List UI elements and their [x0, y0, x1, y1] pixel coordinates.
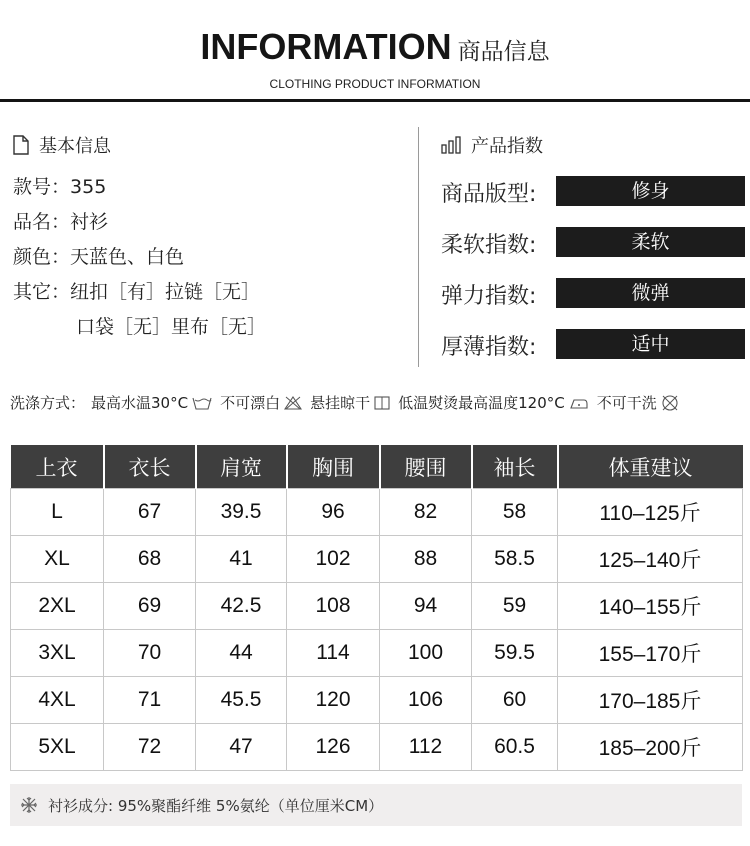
table-cell: 70: [104, 630, 196, 677]
info-row-color: [13, 242, 184, 269]
table-cell: 120: [287, 677, 380, 724]
table-cell: L: [11, 489, 104, 536]
no-dry-clean-icon: [661, 394, 679, 412]
table-cell: 45.5: [196, 677, 287, 724]
table-cell: 42.5: [196, 583, 287, 630]
table-cell: 110–125斤: [558, 489, 743, 536]
info-value: 口袋［无］里布［无］: [76, 316, 267, 338]
bar-chart-icon: [441, 136, 461, 154]
table-cell: 2XL: [11, 583, 104, 630]
table-row: [11, 724, 743, 771]
table-cell: 102: [287, 536, 380, 583]
col-header-shoulder: 肩宽: [196, 445, 287, 489]
table-cell: 140–155斤: [558, 583, 743, 630]
table-row: [11, 630, 743, 677]
table-cell: 3XL: [11, 630, 104, 677]
table-cell: 60.5: [472, 724, 558, 771]
col-header-chest: 胸围: [287, 445, 380, 489]
table-cell: 126: [287, 724, 380, 771]
col-header-top: 上衣: [11, 445, 104, 489]
wash-text: 不可漂白: [220, 394, 281, 412]
table-cell: 114: [287, 630, 380, 677]
table-cell: 106: [380, 677, 472, 724]
basic-info-heading-text: 基本信息: [39, 136, 111, 157]
index-value-thickness: 适中: [556, 329, 745, 359]
product-index-heading: [441, 132, 543, 158]
info-row-other: [13, 277, 260, 304]
table-cell: XL: [11, 536, 104, 583]
info-row-name: [13, 207, 108, 234]
index-label-elasticity: 弹力指数:: [441, 284, 537, 309]
wash-instructions: [10, 392, 687, 413]
vertical-divider: [418, 127, 419, 367]
table-row: [11, 677, 743, 724]
wash-text: 低温熨烫最高温度120°C: [398, 394, 565, 412]
table-cell: 44: [196, 630, 287, 677]
wash-label: 洗涤方式：: [10, 394, 86, 412]
table-cell: 58: [472, 489, 558, 536]
index-label-softness: 柔软指数:: [441, 233, 537, 258]
wash-text: 悬挂晾干: [310, 394, 371, 412]
info-label: 其它：: [13, 281, 71, 303]
info-row-style-no: [13, 172, 106, 199]
info-value: 纽扣［有］拉链［无］: [70, 281, 261, 303]
header-title: [0, 26, 750, 68]
size-table: [10, 445, 743, 771]
info-row-other-2: [76, 312, 266, 339]
basic-info-heading: [13, 132, 111, 158]
document-icon: [13, 135, 29, 155]
table-row: [11, 489, 743, 536]
wash-item: [597, 392, 679, 413]
table-cell: 41: [196, 536, 287, 583]
table-cell: 5XL: [11, 724, 104, 771]
table-cell: 69: [104, 583, 196, 630]
table-cell: 82: [380, 489, 472, 536]
table-cell: 47: [196, 724, 287, 771]
table-cell: 58.5: [472, 536, 558, 583]
col-header-waist: 腰围: [380, 445, 472, 489]
wash-item: [220, 392, 302, 413]
table-cell: 100: [380, 630, 472, 677]
index-label-thickness: 厚薄指数:: [441, 335, 537, 360]
info-value: 355: [70, 176, 107, 198]
table-cell: 59: [472, 583, 558, 630]
wash-text: 不可干洗: [596, 394, 657, 412]
wash-item: [310, 392, 390, 413]
wash-30-icon: [192, 396, 212, 410]
table-cell: 155–170斤: [558, 630, 743, 677]
table-cell: 68: [104, 536, 196, 583]
table-cell: 185–200斤: [558, 724, 743, 771]
table-cell: 108: [287, 583, 380, 630]
table-cell: 60: [472, 677, 558, 724]
col-header-length: 衣长: [104, 445, 196, 489]
product-index-heading-text: 产品指数: [471, 136, 543, 157]
table-row: [11, 536, 743, 583]
info-label: 款号：: [13, 176, 71, 198]
no-bleach-icon: [284, 396, 302, 410]
index-value-elasticity: 微弹: [556, 278, 745, 308]
wash-text: 最高水温30°C: [91, 394, 189, 412]
info-label: 品名：: [13, 211, 71, 233]
info-label: 颜色：: [13, 246, 71, 268]
table-cell: 94: [380, 583, 472, 630]
wash-item: [398, 392, 589, 413]
title-cn: 商品信息: [457, 39, 550, 65]
table-row: [11, 583, 743, 630]
title-en: INFORMATION: [200, 26, 452, 67]
info-value: 天蓝色、白色: [70, 246, 185, 268]
size-table-header: [11, 445, 743, 489]
snowflake-icon: [20, 796, 38, 814]
table-cell: 4XL: [11, 677, 104, 724]
col-header-weight: 体重建议: [558, 445, 743, 489]
table-cell: 125–140斤: [558, 536, 743, 583]
wash-item: [91, 392, 212, 413]
table-cell: 72: [104, 724, 196, 771]
col-header-sleeve: 袖长: [472, 445, 558, 489]
info-value: 衬衫: [70, 211, 109, 233]
header-rule: [0, 99, 750, 102]
table-cell: 96: [287, 489, 380, 536]
table-cell: 88: [380, 536, 472, 583]
iron-low-icon: [569, 396, 589, 410]
table-cell: 170–185斤: [558, 677, 743, 724]
composition-footer: [10, 784, 742, 826]
index-value-softness: 柔软: [556, 227, 745, 257]
hang-dry-icon: [374, 396, 390, 410]
index-label-fit: 商品版型:: [441, 182, 537, 207]
table-cell: 59.5: [472, 630, 558, 677]
table-cell: 39.5: [196, 489, 287, 536]
table-cell: 112: [380, 724, 472, 771]
table-cell: 71: [104, 677, 196, 724]
header-subtitle: CLOTHING PRODUCT INFORMATION: [269, 77, 481, 91]
composition-text: 衬衫成分: 95%聚酯纤维 5%氨纶（单位厘米CM）: [48, 796, 384, 815]
index-value-fit: 修身: [556, 176, 745, 206]
table-cell: 67: [104, 489, 196, 536]
